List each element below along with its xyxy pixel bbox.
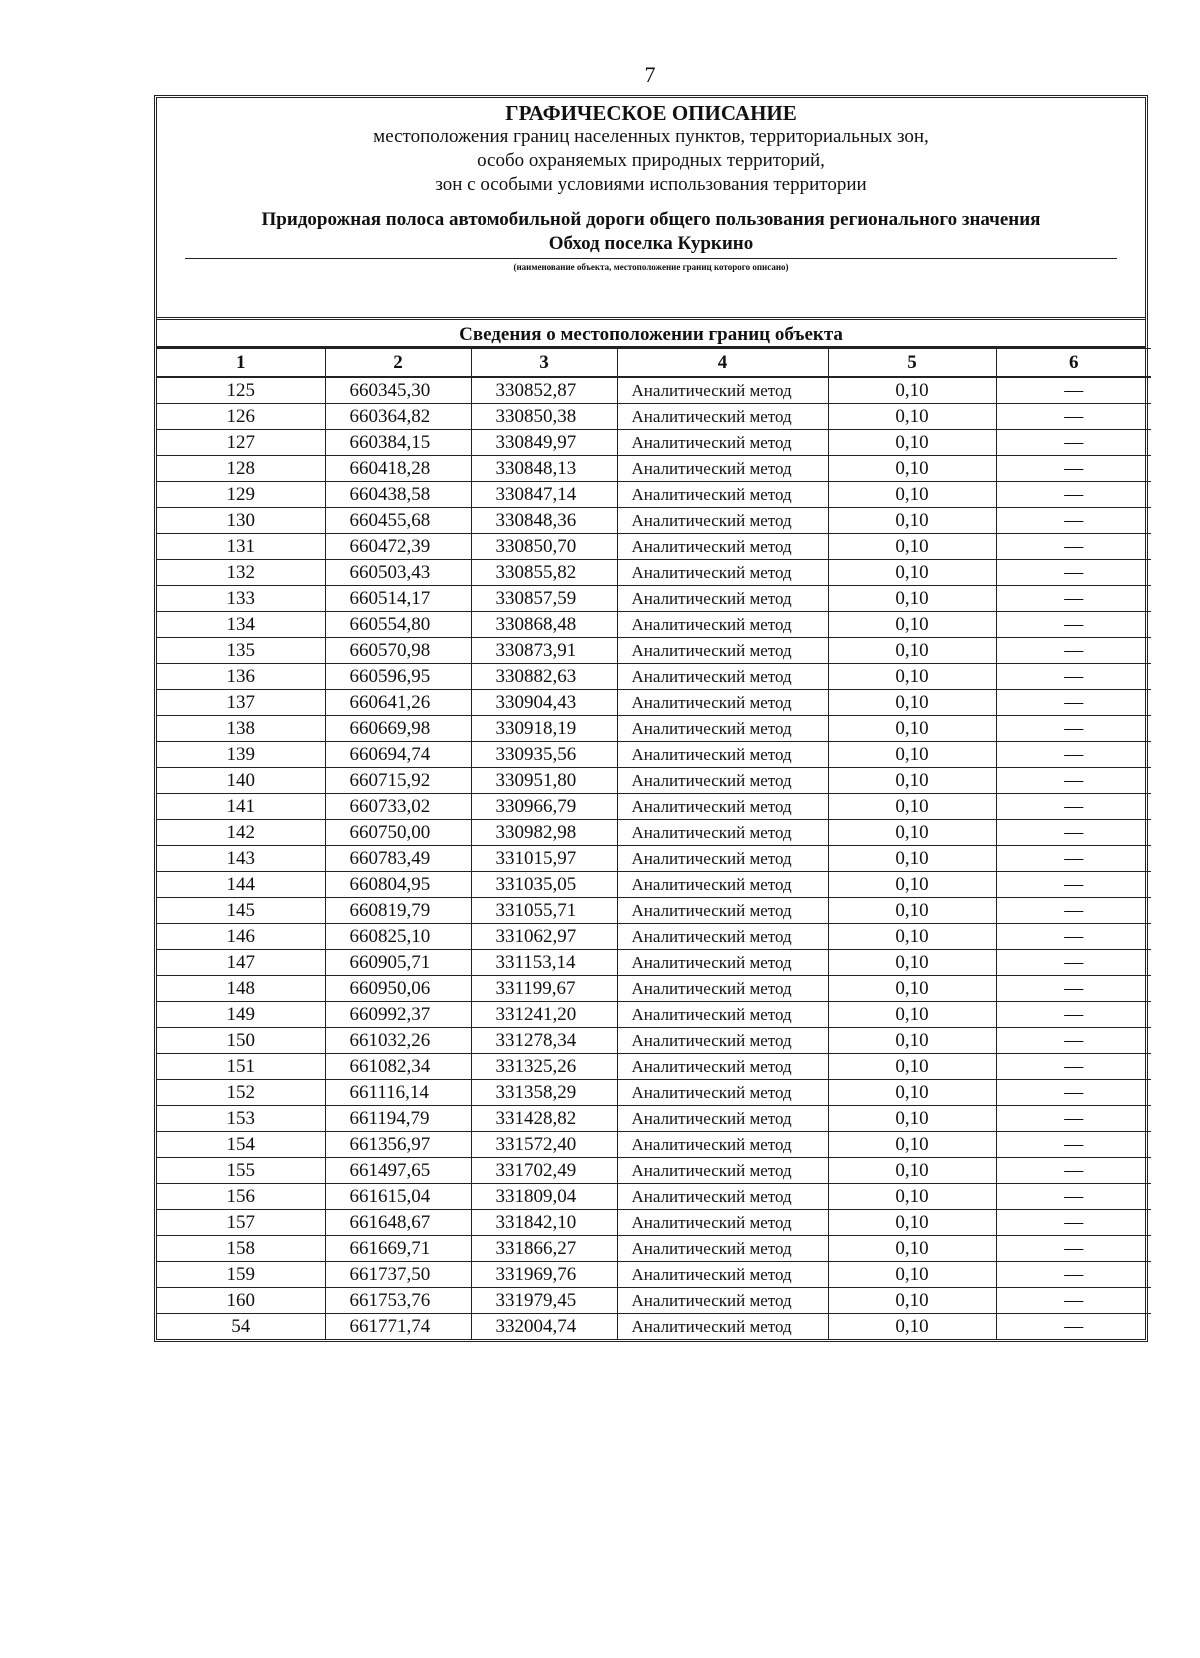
table-row	[157, 1002, 1151, 1028]
accuracy-cell: 0,10	[828, 612, 996, 638]
accuracy-cell: 0,10	[828, 1132, 996, 1158]
coordinate-x-cell: 660825,10	[325, 924, 471, 950]
accuracy-cell: 0,10	[828, 377, 996, 404]
coordinate-y-cell: 331153,14	[471, 950, 617, 976]
description-cell: —	[996, 1002, 1151, 1028]
method-cell: Аналитический метод	[617, 664, 828, 690]
description-cell: —	[996, 508, 1151, 534]
method-cell: Аналитический метод	[617, 1158, 828, 1184]
point-number-cell: 132	[157, 560, 325, 586]
table-row	[157, 1236, 1151, 1262]
method-cell: Аналитический метод	[617, 1132, 828, 1158]
accuracy-cell: 0,10	[828, 794, 996, 820]
coordinate-y-cell: 330904,43	[471, 690, 617, 716]
accuracy-cell: 0,10	[828, 560, 996, 586]
coordinate-y-cell: 330847,14	[471, 482, 617, 508]
description-cell: —	[996, 612, 1151, 638]
coordinate-x-cell: 660554,80	[325, 612, 471, 638]
coordinate-x-cell: 660455,68	[325, 508, 471, 534]
method-cell: Аналитический метод	[617, 820, 828, 846]
description-cell: —	[996, 638, 1151, 664]
page-number: 7	[644, 62, 656, 87]
method-cell: Аналитический метод	[617, 1184, 828, 1210]
coordinate-y-cell: 330951,80	[471, 768, 617, 794]
table-row	[157, 768, 1151, 794]
accuracy-cell: 0,10	[828, 1080, 996, 1106]
description-cell: —	[996, 1314, 1151, 1340]
method-cell: Аналитический метод	[617, 430, 828, 456]
table-row	[157, 872, 1151, 898]
description-cell: —	[996, 1262, 1151, 1288]
coordinate-y-cell: 330850,70	[471, 534, 617, 560]
method-cell: Аналитический метод	[617, 690, 828, 716]
coordinate-x-cell: 661082,34	[325, 1054, 471, 1080]
column-header-5: 5	[828, 349, 996, 378]
accuracy-cell: 0,10	[828, 872, 996, 898]
method-cell: Аналитический метод	[617, 534, 828, 560]
description-cell: —	[996, 976, 1151, 1002]
coordinate-y-cell: 331241,20	[471, 1002, 617, 1028]
description-cell: —	[996, 716, 1151, 742]
point-number-cell: 156	[157, 1184, 325, 1210]
point-number-cell: 145	[157, 898, 325, 924]
coordinate-y-cell: 331358,29	[471, 1080, 617, 1106]
coordinate-x-cell: 660418,28	[325, 456, 471, 482]
coordinate-x-cell: 660384,15	[325, 430, 471, 456]
description-cell: —	[996, 846, 1151, 872]
accuracy-cell: 0,10	[828, 924, 996, 950]
accuracy-cell: 0,10	[828, 1028, 996, 1054]
description-cell: —	[996, 820, 1151, 846]
description-cell: —	[996, 456, 1151, 482]
description-cell: —	[996, 1184, 1151, 1210]
accuracy-cell: 0,10	[828, 898, 996, 924]
coordinate-y-cell: 330857,59	[471, 586, 617, 612]
description-cell: —	[996, 924, 1151, 950]
point-number-cell: 137	[157, 690, 325, 716]
description-cell: —	[996, 534, 1151, 560]
method-cell: Аналитический метод	[617, 846, 828, 872]
accuracy-cell: 0,10	[828, 846, 996, 872]
point-number-cell: 135	[157, 638, 325, 664]
method-cell: Аналитический метод	[617, 482, 828, 508]
table-row	[157, 716, 1151, 742]
description-cell: —	[996, 742, 1151, 768]
accuracy-cell: 0,10	[828, 1314, 996, 1340]
method-cell: Аналитический метод	[617, 924, 828, 950]
coordinate-x-cell: 660641,26	[325, 690, 471, 716]
accuracy-cell: 0,10	[828, 768, 996, 794]
table-header-row	[157, 349, 1151, 378]
coordinate-y-cell: 330855,82	[471, 560, 617, 586]
coordinate-x-cell: 661771,74	[325, 1314, 471, 1340]
method-cell: Аналитический метод	[617, 1106, 828, 1132]
coordinate-y-cell: 330868,48	[471, 612, 617, 638]
coordinate-x-cell: 660514,17	[325, 586, 471, 612]
accuracy-cell: 0,10	[828, 1106, 996, 1132]
coordinate-y-cell: 331866,27	[471, 1236, 617, 1262]
subtitle-line-1: местоположения границ населенных пунктов, территориальных зон,	[373, 126, 929, 147]
method-cell: Аналитический метод	[617, 377, 828, 404]
table-row	[157, 638, 1151, 664]
point-number-cell: 160	[157, 1288, 325, 1314]
description-cell: —	[996, 1028, 1151, 1054]
description-cell: —	[996, 1132, 1151, 1158]
accuracy-cell: 0,10	[828, 1262, 996, 1288]
table-row	[157, 1184, 1151, 1210]
description-cell: —	[996, 1106, 1151, 1132]
method-cell: Аналитический метод	[617, 1054, 828, 1080]
point-number-cell: 54	[157, 1314, 325, 1340]
method-cell: Аналитический метод	[617, 586, 828, 612]
coordinate-y-cell: 331572,40	[471, 1132, 617, 1158]
method-cell: Аналитический метод	[617, 742, 828, 768]
description-cell: —	[996, 950, 1151, 976]
accuracy-cell: 0,10	[828, 690, 996, 716]
coordinate-x-cell: 660596,95	[325, 664, 471, 690]
point-number-cell: 157	[157, 1210, 325, 1236]
point-number-cell: 134	[157, 612, 325, 638]
coordinate-x-cell: 660694,74	[325, 742, 471, 768]
accuracy-cell: 0,10	[828, 1210, 996, 1236]
coordinate-x-cell: 660669,98	[325, 716, 471, 742]
coordinate-x-cell: 661116,14	[325, 1080, 471, 1106]
coordinate-x-cell: 660804,95	[325, 872, 471, 898]
point-number-cell: 126	[157, 404, 325, 430]
column-header-1: 1	[157, 349, 325, 378]
point-number-cell: 130	[157, 508, 325, 534]
table-row	[157, 950, 1151, 976]
description-cell: —	[996, 768, 1151, 794]
point-number-cell: 125	[157, 377, 325, 404]
coordinate-x-cell: 660438,58	[325, 482, 471, 508]
accuracy-cell: 0,10	[828, 1236, 996, 1262]
coordinate-x-cell: 660472,39	[325, 534, 471, 560]
method-cell: Аналитический метод	[617, 560, 828, 586]
method-cell: Аналитический метод	[617, 1314, 828, 1340]
point-number-cell: 154	[157, 1132, 325, 1158]
method-cell: Аналитический метод	[617, 976, 828, 1002]
coordinate-y-cell: 330882,63	[471, 664, 617, 690]
coordinate-y-cell: 332004,74	[471, 1314, 617, 1340]
table-row	[157, 534, 1151, 560]
coordinate-x-cell: 660570,98	[325, 638, 471, 664]
method-cell: Аналитический метод	[617, 1002, 828, 1028]
coordinate-x-cell: 661032,26	[325, 1028, 471, 1054]
table-row	[157, 1314, 1151, 1340]
accuracy-cell: 0,10	[828, 508, 996, 534]
point-number-cell: 155	[157, 1158, 325, 1184]
description-cell: —	[996, 1236, 1151, 1262]
description-cell: —	[996, 560, 1151, 586]
coordinate-y-cell: 330849,97	[471, 430, 617, 456]
method-cell: Аналитический метод	[617, 508, 828, 534]
description-cell: —	[996, 377, 1151, 404]
point-number-cell: 144	[157, 872, 325, 898]
description-cell: —	[996, 1158, 1151, 1184]
description-cell: —	[996, 404, 1151, 430]
point-number-cell: 133	[157, 586, 325, 612]
object-name-caption: (наименование объекта, местоположение границ которого описано)	[513, 262, 789, 272]
method-cell: Аналитический метод	[617, 950, 828, 976]
coordinate-y-cell: 331062,97	[471, 924, 617, 950]
accuracy-cell: 0,10	[828, 716, 996, 742]
boundary-points-table	[157, 348, 1151, 1339]
coordinate-x-cell: 660783,49	[325, 846, 471, 872]
method-cell: Аналитический метод	[617, 1288, 828, 1314]
description-cell: —	[996, 690, 1151, 716]
coordinate-y-cell: 331055,71	[471, 898, 617, 924]
point-number-cell: 158	[157, 1236, 325, 1262]
coordinate-y-cell: 330852,87	[471, 377, 617, 404]
coordinate-x-cell: 661669,71	[325, 1236, 471, 1262]
table-row	[157, 586, 1151, 612]
accuracy-cell: 0,10	[828, 1002, 996, 1028]
column-header-4: 4	[617, 349, 828, 378]
point-number-cell: 131	[157, 534, 325, 560]
point-number-cell: 142	[157, 820, 325, 846]
table-row	[157, 1054, 1151, 1080]
method-cell: Аналитический метод	[617, 456, 828, 482]
accuracy-cell: 0,10	[828, 638, 996, 664]
coordinate-x-cell: 661737,50	[325, 1262, 471, 1288]
object-name-line-1: Придорожная полоса автомобильной дороги общего пользования регионального значения	[261, 209, 1041, 230]
description-cell: —	[996, 898, 1151, 924]
coordinate-y-cell: 331969,76	[471, 1262, 617, 1288]
method-cell: Аналитический метод	[617, 794, 828, 820]
table-row	[157, 924, 1151, 950]
coordinate-x-cell: 660715,92	[325, 768, 471, 794]
coordinate-y-cell: 330848,36	[471, 508, 617, 534]
description-cell: —	[996, 664, 1151, 690]
method-cell: Аналитический метод	[617, 716, 828, 742]
description-cell: —	[996, 872, 1151, 898]
coordinate-x-cell: 661615,04	[325, 1184, 471, 1210]
coordinate-y-cell: 330982,98	[471, 820, 617, 846]
description-cell: —	[996, 1054, 1151, 1080]
document-header	[157, 98, 1145, 320]
coordinate-x-cell: 660992,37	[325, 1002, 471, 1028]
object-name-line-2: Обход поселка Куркино	[548, 233, 754, 254]
table-row	[157, 742, 1151, 768]
description-cell: —	[996, 586, 1151, 612]
description-cell: —	[996, 482, 1151, 508]
method-cell: Аналитический метод	[617, 1236, 828, 1262]
coordinate-y-cell: 331199,67	[471, 976, 617, 1002]
coordinate-x-cell: 660503,43	[325, 560, 471, 586]
coordinate-x-cell: 660364,82	[325, 404, 471, 430]
description-cell: —	[996, 1210, 1151, 1236]
coordinate-y-cell: 331325,26	[471, 1054, 617, 1080]
coordinate-y-cell: 331428,82	[471, 1106, 617, 1132]
coordinate-x-cell: 660750,00	[325, 820, 471, 846]
method-cell: Аналитический метод	[617, 1262, 828, 1288]
accuracy-cell: 0,10	[828, 1054, 996, 1080]
accuracy-cell: 0,10	[828, 1288, 996, 1314]
coordinate-y-cell: 331809,04	[471, 1184, 617, 1210]
accuracy-cell: 0,10	[828, 404, 996, 430]
document-title: ГРАФИЧЕСКОЕ ОПИСАНИЕ	[505, 101, 797, 125]
method-cell: Аналитический метод	[617, 612, 828, 638]
accuracy-cell: 0,10	[828, 950, 996, 976]
point-number-cell: 152	[157, 1080, 325, 1106]
point-number-cell: 153	[157, 1106, 325, 1132]
document-frame	[154, 95, 1148, 1342]
description-cell: —	[996, 1080, 1151, 1106]
point-number-cell: 138	[157, 716, 325, 742]
coordinate-y-cell: 330935,56	[471, 742, 617, 768]
table-row	[157, 456, 1151, 482]
table-row	[157, 898, 1151, 924]
table-row	[157, 690, 1151, 716]
method-cell: Аналитический метод	[617, 638, 828, 664]
column-header-3: 3	[471, 349, 617, 378]
coordinate-y-cell: 330848,13	[471, 456, 617, 482]
coordinate-y-cell: 330850,38	[471, 404, 617, 430]
table-row	[157, 612, 1151, 638]
accuracy-cell: 0,10	[828, 482, 996, 508]
point-number-cell: 139	[157, 742, 325, 768]
point-number-cell: 129	[157, 482, 325, 508]
coordinate-y-cell: 331979,45	[471, 1288, 617, 1314]
coordinate-y-cell: 331015,97	[471, 846, 617, 872]
point-number-cell: 148	[157, 976, 325, 1002]
point-number-cell: 141	[157, 794, 325, 820]
table-row	[157, 1262, 1151, 1288]
coordinate-x-cell: 660905,71	[325, 950, 471, 976]
coordinate-y-cell: 331278,34	[471, 1028, 617, 1054]
table-row	[157, 404, 1151, 430]
table-row	[157, 846, 1151, 872]
table-row	[157, 560, 1151, 586]
table-row	[157, 377, 1151, 404]
coordinate-x-cell: 661648,67	[325, 1210, 471, 1236]
table-row	[157, 1106, 1151, 1132]
description-cell: —	[996, 794, 1151, 820]
point-number-cell: 127	[157, 430, 325, 456]
method-cell: Аналитический метод	[617, 1028, 828, 1054]
method-cell: Аналитический метод	[617, 1210, 828, 1236]
coordinate-y-cell: 330966,79	[471, 794, 617, 820]
column-header-2: 2	[325, 349, 471, 378]
subtitle-line-3: зон с особыми условиями использования территории	[435, 174, 867, 195]
table-row	[157, 794, 1151, 820]
table-row	[157, 1288, 1151, 1314]
accuracy-cell: 0,10	[828, 534, 996, 560]
table-row	[157, 1210, 1151, 1236]
accuracy-cell: 0,10	[828, 1184, 996, 1210]
coordinate-y-cell: 330873,91	[471, 638, 617, 664]
coordinate-x-cell: 660950,06	[325, 976, 471, 1002]
point-number-cell: 146	[157, 924, 325, 950]
point-number-cell: 147	[157, 950, 325, 976]
coordinate-y-cell: 331842,10	[471, 1210, 617, 1236]
column-header-6: 6	[996, 349, 1151, 378]
accuracy-cell: 0,10	[828, 742, 996, 768]
table-row	[157, 1080, 1151, 1106]
method-cell: Аналитический метод	[617, 872, 828, 898]
point-number-cell: 149	[157, 1002, 325, 1028]
method-cell: Аналитический метод	[617, 404, 828, 430]
object-name-rule	[185, 258, 1117, 259]
coordinate-x-cell: 660733,02	[325, 794, 471, 820]
coordinate-x-cell: 660819,79	[325, 898, 471, 924]
description-cell: —	[996, 430, 1151, 456]
point-number-cell: 140	[157, 768, 325, 794]
accuracy-cell: 0,10	[828, 430, 996, 456]
section-title: Сведения о местоположении границ объекта	[157, 320, 1145, 348]
accuracy-cell: 0,10	[828, 664, 996, 690]
coordinate-x-cell: 661356,97	[325, 1132, 471, 1158]
accuracy-cell: 0,10	[828, 1158, 996, 1184]
coordinate-x-cell: 660345,30	[325, 377, 471, 404]
point-number-cell: 136	[157, 664, 325, 690]
table-row	[157, 976, 1151, 1002]
coordinate-x-cell: 661753,76	[325, 1288, 471, 1314]
subtitle-line-2: особо охраняемых природных территорий,	[477, 150, 825, 171]
accuracy-cell: 0,10	[828, 976, 996, 1002]
coordinate-y-cell: 331702,49	[471, 1158, 617, 1184]
point-number-cell: 128	[157, 456, 325, 482]
coordinate-y-cell: 331035,05	[471, 872, 617, 898]
table-row	[157, 820, 1151, 846]
table-row	[157, 1158, 1151, 1184]
description-cell: —	[996, 1288, 1151, 1314]
table-row	[157, 1028, 1151, 1054]
coordinate-y-cell: 330918,19	[471, 716, 617, 742]
point-number-cell: 151	[157, 1054, 325, 1080]
point-number-cell: 159	[157, 1262, 325, 1288]
accuracy-cell: 0,10	[828, 586, 996, 612]
table-row	[157, 508, 1151, 534]
table-row	[157, 1132, 1151, 1158]
table-row	[157, 482, 1151, 508]
method-cell: Аналитический метод	[617, 898, 828, 924]
table-body	[157, 377, 1151, 1339]
table-row	[157, 664, 1151, 690]
coordinate-x-cell: 661497,65	[325, 1158, 471, 1184]
point-number-cell: 143	[157, 846, 325, 872]
point-number-cell: 150	[157, 1028, 325, 1054]
accuracy-cell: 0,10	[828, 820, 996, 846]
method-cell: Аналитический метод	[617, 1080, 828, 1106]
method-cell: Аналитический метод	[617, 768, 828, 794]
coordinate-x-cell: 661194,79	[325, 1106, 471, 1132]
accuracy-cell: 0,10	[828, 456, 996, 482]
table-row	[157, 430, 1151, 456]
